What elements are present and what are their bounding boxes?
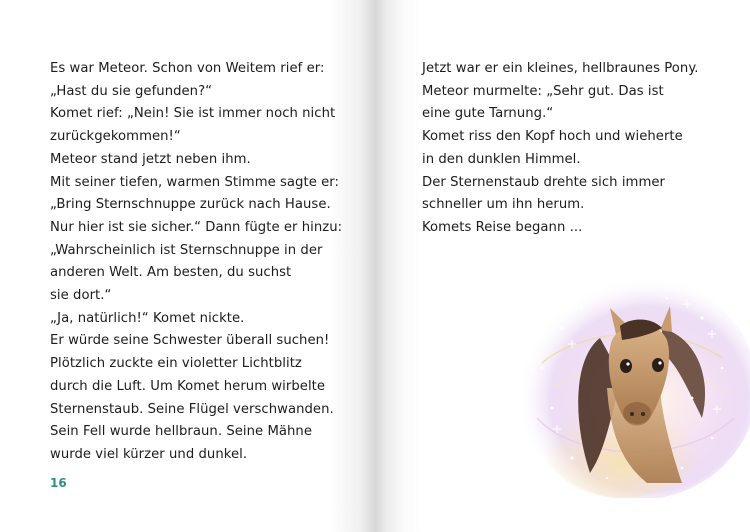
text-line: Sternenstaub. Seine Flügel verschwanden.: [50, 401, 334, 417]
pony-muzzle: [623, 402, 651, 424]
text-line: Meteor stand jetzt neben ihm.: [50, 151, 251, 167]
text-line: Der Sternenstaub drehte sich immer: [422, 174, 665, 190]
right-page: [375, 0, 750, 532]
eye-highlight: [626, 362, 629, 365]
text-line: Komet rief: „Nein! Sie ist immer noch nicht: [50, 106, 336, 122]
text-line: Mit seiner tiefen, warmen Stimme sagte er:: [50, 174, 339, 190]
text-line: Nur hier ist sie sicher.“ Dann fügte er hinzu:: [50, 219, 343, 235]
text-line: Es war Meteor. Schon von Weitem rief er:: [50, 61, 325, 76]
eye-highlight: [658, 361, 661, 364]
text-line: Meteor murmelte: „Sehr gut. Das ist: [422, 83, 664, 99]
page-number: 16: [50, 476, 67, 490]
text-line: „Wahrscheinlich ist Sternschnuppe in der: [50, 242, 323, 258]
text-line: Komets Reise begann ...: [422, 219, 583, 235]
nostril: [630, 412, 634, 416]
text-line: in den dunklen Himmel.: [422, 151, 581, 167]
text-line: durch die Luft. Um Komet herum wirbelte: [50, 378, 326, 394]
text-line: eine gute Tarnung.“: [422, 106, 554, 122]
pony-illustration: [512, 268, 750, 498]
text-line: „Bring Sternschnuppe zurück nach Hause.: [50, 197, 331, 213]
pony-eye: [652, 358, 664, 372]
pony-eye: [620, 359, 632, 373]
text-line: sie dort.“: [50, 288, 112, 304]
nostril: [641, 412, 645, 416]
text-line: Komet riss den Kopf hoch und wieherte: [422, 129, 683, 145]
text-line: Plötzlich zuckte ein violetter Lichtblitz: [50, 356, 302, 372]
text-line: „Hast du sie gefunden?“: [50, 83, 213, 99]
text-line: „Ja, natürlich!“ Komet nickte.: [50, 310, 245, 326]
text-line: wurde viel kürzer und dunkel.: [50, 446, 248, 462]
text-line: schneller um ihn herum.: [422, 197, 585, 213]
text-line: zurückgekommen!“: [50, 129, 181, 145]
right-page-text: [422, 58, 699, 240]
text-line: Er würde seine Schwester überall suchen!: [50, 333, 330, 349]
left-page-text: [50, 58, 342, 467]
text-line: Jetzt war er ein kleines, hellbraunes Pony.: [422, 61, 699, 76]
text-line: Sein Fell wurde hellbraun. Seine Mähne: [50, 424, 312, 440]
text-line: anderen Welt. Am besten, du suchst: [50, 265, 292, 281]
